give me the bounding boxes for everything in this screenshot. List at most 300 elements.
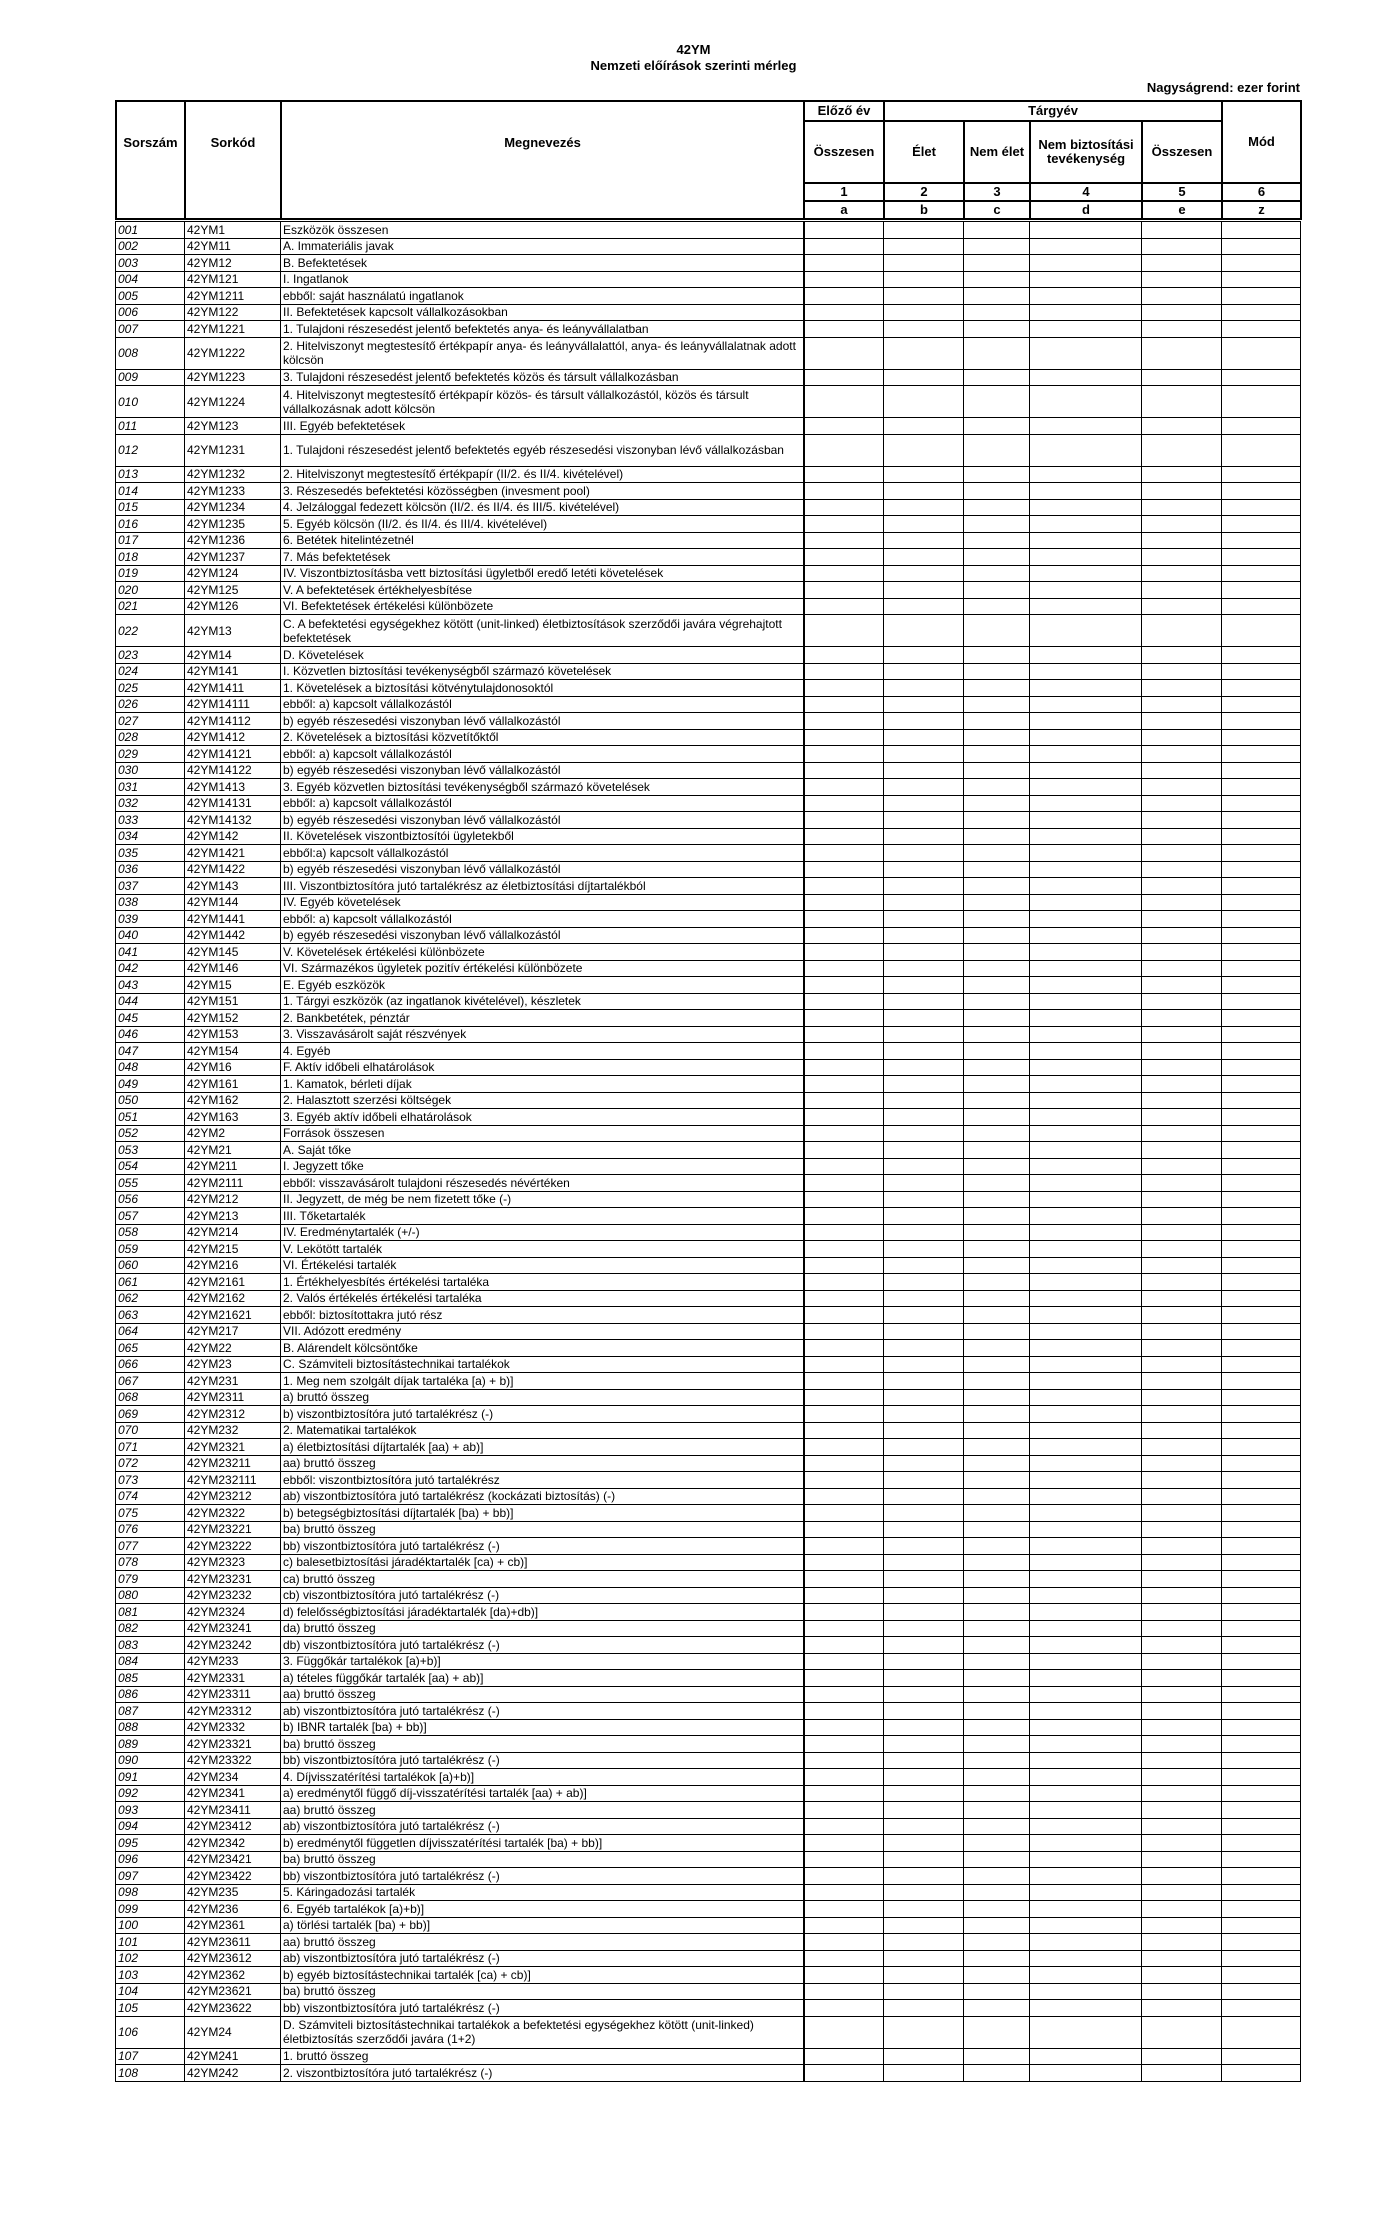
value-cell[interactable] xyxy=(804,1719,884,1736)
value-cell[interactable] xyxy=(964,1406,1030,1423)
value-cell[interactable] xyxy=(804,1406,884,1423)
value-cell[interactable] xyxy=(884,944,964,961)
value-cell[interactable] xyxy=(1222,238,1301,255)
value-cell[interactable] xyxy=(964,434,1030,466)
value-cell[interactable] xyxy=(1222,795,1301,812)
value-cell[interactable] xyxy=(804,894,884,911)
value-cell[interactable] xyxy=(1030,1076,1142,1093)
value-cell[interactable] xyxy=(1030,944,1142,961)
value-cell[interactable] xyxy=(1142,1125,1222,1142)
value-cell[interactable] xyxy=(1222,288,1301,305)
value-cell[interactable] xyxy=(1222,680,1301,697)
value-cell[interactable] xyxy=(804,337,884,369)
value-cell[interactable] xyxy=(804,1422,884,1439)
value-cell[interactable] xyxy=(1030,1719,1142,1736)
value-cell[interactable] xyxy=(964,977,1030,994)
value-cell[interactable] xyxy=(1222,1983,1301,2000)
value-cell[interactable] xyxy=(1030,1092,1142,1109)
value-cell[interactable] xyxy=(964,1488,1030,1505)
value-cell[interactable] xyxy=(1142,255,1222,272)
value-cell[interactable] xyxy=(1030,532,1142,549)
value-cell[interactable] xyxy=(1030,222,1142,239)
value-cell[interactable] xyxy=(964,565,1030,582)
value-cell[interactable] xyxy=(884,1917,964,1934)
value-cell[interactable] xyxy=(1030,1340,1142,1357)
value-cell[interactable] xyxy=(964,1620,1030,1637)
value-cell[interactable] xyxy=(1030,1670,1142,1687)
value-cell[interactable] xyxy=(884,321,964,338)
value-cell[interactable] xyxy=(1030,1653,1142,1670)
value-cell[interactable] xyxy=(804,1142,884,1159)
value-cell[interactable] xyxy=(1142,418,1222,435)
value-cell[interactable] xyxy=(1030,1604,1142,1621)
value-cell[interactable] xyxy=(1142,1505,1222,1522)
value-cell[interactable] xyxy=(884,1356,964,1373)
value-cell[interactable] xyxy=(1030,1868,1142,1885)
value-cell[interactable] xyxy=(884,1851,964,1868)
value-cell[interactable] xyxy=(964,1125,1030,1142)
value-cell[interactable] xyxy=(964,1868,1030,1885)
value-cell[interactable] xyxy=(884,746,964,763)
value-cell[interactable] xyxy=(1030,1538,1142,1555)
value-cell[interactable] xyxy=(1142,434,1222,466)
value-cell[interactable] xyxy=(964,1472,1030,1489)
value-cell[interactable] xyxy=(884,483,964,500)
value-cell[interactable] xyxy=(1222,1356,1301,1373)
value-cell[interactable] xyxy=(1222,1587,1301,1604)
value-cell[interactable] xyxy=(804,499,884,516)
value-cell[interactable] xyxy=(964,1802,1030,1819)
value-cell[interactable] xyxy=(884,1769,964,1786)
value-cell[interactable] xyxy=(1142,828,1222,845)
value-cell[interactable] xyxy=(1142,238,1222,255)
value-cell[interactable] xyxy=(964,762,1030,779)
value-cell[interactable] xyxy=(804,1521,884,1538)
value-cell[interactable] xyxy=(1142,1059,1222,1076)
value-cell[interactable] xyxy=(964,1538,1030,1555)
value-cell[interactable] xyxy=(964,911,1030,928)
value-cell[interactable] xyxy=(1222,927,1301,944)
value-cell[interactable] xyxy=(804,1934,884,1951)
value-cell[interactable] xyxy=(1142,1208,1222,1225)
value-cell[interactable] xyxy=(884,2016,964,2048)
value-cell[interactable] xyxy=(964,1191,1030,1208)
value-cell[interactable] xyxy=(884,1653,964,1670)
value-cell[interactable] xyxy=(804,2065,884,2082)
value-cell[interactable] xyxy=(1142,483,1222,500)
value-cell[interactable] xyxy=(1142,1158,1222,1175)
value-cell[interactable] xyxy=(1222,647,1301,664)
value-cell[interactable] xyxy=(964,1703,1030,1720)
value-cell[interactable] xyxy=(884,1422,964,1439)
value-cell[interactable] xyxy=(1142,1604,1222,1621)
value-cell[interactable] xyxy=(884,1521,964,1538)
value-cell[interactable] xyxy=(804,1752,884,1769)
value-cell[interactable] xyxy=(1142,1950,1222,1967)
value-cell[interactable] xyxy=(1030,663,1142,680)
value-cell[interactable] xyxy=(964,466,1030,483)
value-cell[interactable] xyxy=(964,1752,1030,1769)
value-cell[interactable] xyxy=(1142,1439,1222,1456)
value-cell[interactable] xyxy=(964,680,1030,697)
value-cell[interactable] xyxy=(964,1769,1030,1786)
value-cell[interactable] xyxy=(964,1224,1030,1241)
value-cell[interactable] xyxy=(804,321,884,338)
value-cell[interactable] xyxy=(1222,894,1301,911)
value-cell[interactable] xyxy=(1222,1488,1301,1505)
value-cell[interactable] xyxy=(1030,795,1142,812)
value-cell[interactable] xyxy=(964,1026,1030,1043)
value-cell[interactable] xyxy=(1142,2016,1222,2048)
value-cell[interactable] xyxy=(804,1785,884,1802)
value-cell[interactable] xyxy=(884,713,964,730)
value-cell[interactable] xyxy=(804,1356,884,1373)
value-cell[interactable] xyxy=(884,1736,964,1753)
value-cell[interactable] xyxy=(1030,1983,1142,2000)
value-cell[interactable] xyxy=(964,238,1030,255)
value-cell[interactable] xyxy=(884,977,964,994)
value-cell[interactable] xyxy=(804,1868,884,1885)
value-cell[interactable] xyxy=(1222,1884,1301,1901)
value-cell[interactable] xyxy=(884,1224,964,1241)
value-cell[interactable] xyxy=(1030,1290,1142,1307)
value-cell[interactable] xyxy=(1142,1934,1222,1951)
value-cell[interactable] xyxy=(884,598,964,615)
value-cell[interactable] xyxy=(1030,713,1142,730)
value-cell[interactable] xyxy=(964,1323,1030,1340)
value-cell[interactable] xyxy=(1222,911,1301,928)
value-cell[interactable] xyxy=(964,696,1030,713)
value-cell[interactable] xyxy=(804,1043,884,1060)
value-cell[interactable] xyxy=(964,1076,1030,1093)
value-cell[interactable] xyxy=(1142,1257,1222,1274)
value-cell[interactable] xyxy=(1142,1092,1222,1109)
value-cell[interactable] xyxy=(1142,1076,1222,1093)
value-cell[interactable] xyxy=(804,418,884,435)
value-cell[interactable] xyxy=(1222,1752,1301,1769)
value-cell[interactable] xyxy=(1030,779,1142,796)
value-cell[interactable] xyxy=(1142,1851,1222,1868)
value-cell[interactable] xyxy=(804,2016,884,2048)
value-cell[interactable] xyxy=(804,713,884,730)
value-cell[interactable] xyxy=(964,1571,1030,1588)
value-cell[interactable] xyxy=(804,1208,884,1225)
value-cell[interactable] xyxy=(884,1983,964,2000)
value-cell[interactable] xyxy=(1030,2016,1142,2048)
value-cell[interactable] xyxy=(964,1439,1030,1456)
value-cell[interactable] xyxy=(964,483,1030,500)
value-cell[interactable] xyxy=(1222,1868,1301,1885)
value-cell[interactable] xyxy=(964,1521,1030,1538)
value-cell[interactable] xyxy=(1222,696,1301,713)
value-cell[interactable] xyxy=(964,418,1030,435)
value-cell[interactable] xyxy=(804,1967,884,1984)
value-cell[interactable] xyxy=(1142,663,1222,680)
value-cell[interactable] xyxy=(1222,1059,1301,1076)
value-cell[interactable] xyxy=(1030,1752,1142,1769)
value-cell[interactable] xyxy=(1222,369,1301,386)
value-cell[interactable] xyxy=(1222,1719,1301,1736)
value-cell[interactable] xyxy=(964,1653,1030,1670)
value-cell[interactable] xyxy=(1222,1389,1301,1406)
value-cell[interactable] xyxy=(804,977,884,994)
value-cell[interactable] xyxy=(1142,337,1222,369)
value-cell[interactable] xyxy=(1142,1653,1222,1670)
value-cell[interactable] xyxy=(804,1307,884,1324)
value-cell[interactable] xyxy=(1142,2000,1222,2017)
value-cell[interactable] xyxy=(804,1439,884,1456)
value-cell[interactable] xyxy=(1030,1950,1142,1967)
value-cell[interactable] xyxy=(1142,1736,1222,1753)
value-cell[interactable] xyxy=(1222,1340,1301,1357)
value-cell[interactable] xyxy=(1222,532,1301,549)
value-cell[interactable] xyxy=(1142,549,1222,566)
value-cell[interactable] xyxy=(1030,1818,1142,1835)
value-cell[interactable] xyxy=(964,1109,1030,1126)
value-cell[interactable] xyxy=(804,304,884,321)
value-cell[interactable] xyxy=(804,1884,884,1901)
value-cell[interactable] xyxy=(884,1868,964,1885)
value-cell[interactable] xyxy=(1142,762,1222,779)
value-cell[interactable] xyxy=(884,1752,964,1769)
value-cell[interactable] xyxy=(804,1389,884,1406)
value-cell[interactable] xyxy=(804,911,884,928)
value-cell[interactable] xyxy=(964,1983,1030,2000)
value-cell[interactable] xyxy=(1222,1538,1301,1555)
value-cell[interactable] xyxy=(1222,845,1301,862)
value-cell[interactable] xyxy=(1222,2065,1301,2082)
value-cell[interactable] xyxy=(1222,993,1301,1010)
value-cell[interactable] xyxy=(1142,1637,1222,1654)
value-cell[interactable] xyxy=(1030,1934,1142,1951)
value-cell[interactable] xyxy=(1142,795,1222,812)
value-cell[interactable] xyxy=(1142,1010,1222,1027)
value-cell[interactable] xyxy=(804,2000,884,2017)
value-cell[interactable] xyxy=(1030,845,1142,862)
value-cell[interactable] xyxy=(884,828,964,845)
value-cell[interactable] xyxy=(804,680,884,697)
value-cell[interactable] xyxy=(964,1818,1030,1835)
value-cell[interactable] xyxy=(1142,647,1222,664)
value-cell[interactable] xyxy=(884,1670,964,1687)
value-cell[interactable] xyxy=(1142,1521,1222,1538)
value-cell[interactable] xyxy=(1030,1274,1142,1291)
value-cell[interactable] xyxy=(804,1175,884,1192)
value-cell[interactable] xyxy=(964,2065,1030,2082)
value-cell[interactable] xyxy=(1030,1637,1142,1654)
value-cell[interactable] xyxy=(1030,369,1142,386)
value-cell[interactable] xyxy=(804,663,884,680)
value-cell[interactable] xyxy=(1030,238,1142,255)
value-cell[interactable] xyxy=(1142,1488,1222,1505)
value-cell[interactable] xyxy=(964,271,1030,288)
value-cell[interactable] xyxy=(1030,1175,1142,1192)
value-cell[interactable] xyxy=(1222,1802,1301,1819)
value-cell[interactable] xyxy=(1142,321,1222,338)
value-cell[interactable] xyxy=(1142,2065,1222,2082)
value-cell[interactable] xyxy=(804,434,884,466)
value-cell[interactable] xyxy=(1030,729,1142,746)
value-cell[interactable] xyxy=(1142,1043,1222,1060)
value-cell[interactable] xyxy=(1030,418,1142,435)
value-cell[interactable] xyxy=(1030,483,1142,500)
value-cell[interactable] xyxy=(964,894,1030,911)
value-cell[interactable] xyxy=(1222,549,1301,566)
value-cell[interactable] xyxy=(804,1373,884,1390)
value-cell[interactable] xyxy=(804,828,884,845)
value-cell[interactable] xyxy=(1030,1802,1142,1819)
value-cell[interactable] xyxy=(1222,321,1301,338)
value-cell[interactable] xyxy=(1030,1125,1142,1142)
value-cell[interactable] xyxy=(1030,746,1142,763)
value-cell[interactable] xyxy=(1142,532,1222,549)
value-cell[interactable] xyxy=(1030,1406,1142,1423)
value-cell[interactable] xyxy=(804,1059,884,1076)
value-cell[interactable] xyxy=(964,647,1030,664)
value-cell[interactable] xyxy=(964,746,1030,763)
value-cell[interactable] xyxy=(884,861,964,878)
value-cell[interactable] xyxy=(804,238,884,255)
value-cell[interactable] xyxy=(1030,1554,1142,1571)
value-cell[interactable] xyxy=(1222,1307,1301,1324)
value-cell[interactable] xyxy=(1142,2048,1222,2065)
value-cell[interactable] xyxy=(1142,1802,1222,1819)
value-cell[interactable] xyxy=(964,1505,1030,1522)
value-cell[interactable] xyxy=(1222,466,1301,483)
value-cell[interactable] xyxy=(1222,861,1301,878)
value-cell[interactable] xyxy=(1222,1670,1301,1687)
value-cell[interactable] xyxy=(884,1620,964,1637)
value-cell[interactable] xyxy=(964,1950,1030,1967)
value-cell[interactable] xyxy=(884,222,964,239)
value-cell[interactable] xyxy=(804,1455,884,1472)
value-cell[interactable] xyxy=(964,1934,1030,1951)
value-cell[interactable] xyxy=(804,516,884,533)
value-cell[interactable] xyxy=(1030,271,1142,288)
value-cell[interactable] xyxy=(1222,1851,1301,1868)
value-cell[interactable] xyxy=(964,1637,1030,1654)
value-cell[interactable] xyxy=(804,1191,884,1208)
value-cell[interactable] xyxy=(804,2048,884,2065)
value-cell[interactable] xyxy=(884,845,964,862)
value-cell[interactable] xyxy=(1142,565,1222,582)
value-cell[interactable] xyxy=(884,1274,964,1291)
value-cell[interactable] xyxy=(884,1241,964,1258)
value-cell[interactable] xyxy=(1222,255,1301,272)
value-cell[interactable] xyxy=(1142,1686,1222,1703)
value-cell[interactable] xyxy=(964,222,1030,239)
value-cell[interactable] xyxy=(1030,549,1142,566)
value-cell[interactable] xyxy=(964,1257,1030,1274)
value-cell[interactable] xyxy=(804,1554,884,1571)
value-cell[interactable] xyxy=(1222,878,1301,895)
value-cell[interactable] xyxy=(1222,1455,1301,1472)
value-cell[interactable] xyxy=(1142,894,1222,911)
value-cell[interactable] xyxy=(1142,1290,1222,1307)
value-cell[interactable] xyxy=(964,713,1030,730)
value-cell[interactable] xyxy=(1222,1010,1301,1027)
value-cell[interactable] xyxy=(1142,746,1222,763)
value-cell[interactable] xyxy=(1222,828,1301,845)
value-cell[interactable] xyxy=(1142,1142,1222,1159)
value-cell[interactable] xyxy=(1030,1191,1142,1208)
value-cell[interactable] xyxy=(884,255,964,272)
value-cell[interactable] xyxy=(1030,1373,1142,1390)
value-cell[interactable] xyxy=(964,1373,1030,1390)
value-cell[interactable] xyxy=(884,1818,964,1835)
value-cell[interactable] xyxy=(884,1439,964,1456)
value-cell[interactable] xyxy=(1222,1125,1301,1142)
value-cell[interactable] xyxy=(1142,386,1222,418)
value-cell[interactable] xyxy=(1030,1884,1142,1901)
value-cell[interactable] xyxy=(884,1967,964,1984)
value-cell[interactable] xyxy=(804,861,884,878)
value-cell[interactable] xyxy=(1030,1851,1142,1868)
value-cell[interactable] xyxy=(804,1917,884,1934)
value-cell[interactable] xyxy=(1030,386,1142,418)
value-cell[interactable] xyxy=(1030,927,1142,944)
value-cell[interactable] xyxy=(884,779,964,796)
value-cell[interactable] xyxy=(964,1851,1030,1868)
value-cell[interactable] xyxy=(1222,1109,1301,1126)
value-cell[interactable] xyxy=(964,615,1030,647)
value-cell[interactable] xyxy=(1222,729,1301,746)
value-cell[interactable] xyxy=(1222,582,1301,599)
value-cell[interactable] xyxy=(884,1604,964,1621)
value-cell[interactable] xyxy=(1142,1406,1222,1423)
value-cell[interactable] xyxy=(1222,1637,1301,1654)
value-cell[interactable] xyxy=(1142,1472,1222,1489)
value-cell[interactable] xyxy=(1030,993,1142,1010)
value-cell[interactable] xyxy=(884,238,964,255)
value-cell[interactable] xyxy=(804,696,884,713)
value-cell[interactable] xyxy=(1030,1439,1142,1456)
value-cell[interactable] xyxy=(1222,1620,1301,1637)
value-cell[interactable] xyxy=(1030,1488,1142,1505)
value-cell[interactable] xyxy=(1142,680,1222,697)
value-cell[interactable] xyxy=(964,1092,1030,1109)
value-cell[interactable] xyxy=(884,466,964,483)
value-cell[interactable] xyxy=(964,779,1030,796)
value-cell[interactable] xyxy=(804,1769,884,1786)
value-cell[interactable] xyxy=(804,1686,884,1703)
value-cell[interactable] xyxy=(1142,1191,1222,1208)
value-cell[interactable] xyxy=(804,845,884,862)
value-cell[interactable] xyxy=(1142,1422,1222,1439)
value-cell[interactable] xyxy=(1030,2065,1142,2082)
value-cell[interactable] xyxy=(884,696,964,713)
value-cell[interactable] xyxy=(1222,1406,1301,1423)
value-cell[interactable] xyxy=(964,549,1030,566)
value-cell[interactable] xyxy=(1222,1142,1301,1159)
value-cell[interactable] xyxy=(1142,1175,1222,1192)
value-cell[interactable] xyxy=(884,1043,964,1060)
value-cell[interactable] xyxy=(884,418,964,435)
value-cell[interactable] xyxy=(964,2000,1030,2017)
value-cell[interactable] xyxy=(1142,1670,1222,1687)
value-cell[interactable] xyxy=(964,861,1030,878)
value-cell[interactable] xyxy=(804,878,884,895)
value-cell[interactable] xyxy=(884,1538,964,1555)
value-cell[interactable] xyxy=(1142,598,1222,615)
value-cell[interactable] xyxy=(1142,1554,1222,1571)
value-cell[interactable] xyxy=(804,288,884,305)
value-cell[interactable] xyxy=(884,1142,964,1159)
value-cell[interactable] xyxy=(884,615,964,647)
value-cell[interactable] xyxy=(1142,516,1222,533)
value-cell[interactable] xyxy=(1142,1538,1222,1555)
value-cell[interactable] xyxy=(1222,812,1301,829)
